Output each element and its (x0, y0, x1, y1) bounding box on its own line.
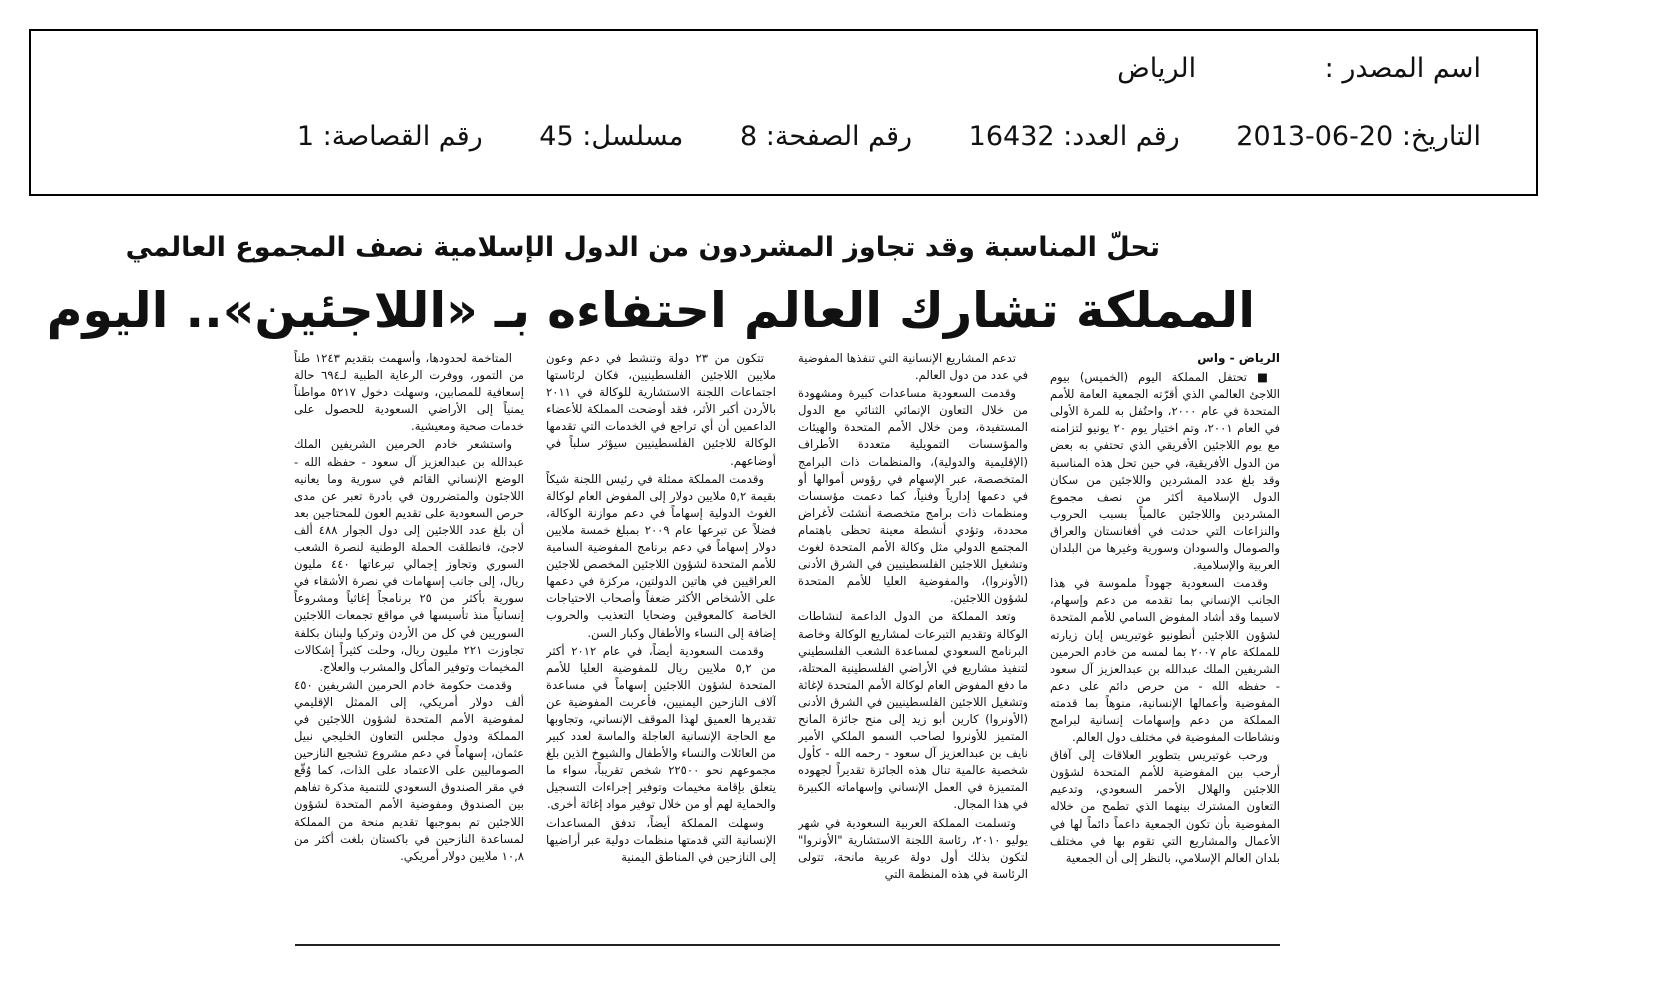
paragraph: وسهلت المملكة أيضاً، تدفق المساعدات الإنسانية التي قدمتها منظمات دولية عبر أراضيها إلى النازحين في المناطق اليمنية (546, 815, 776, 864)
serial-label: مسلسل: (582, 121, 684, 152)
article-column-3 (546, 350, 776, 930)
paragraph: وتعد المملكة من الدول الداعمة لنشاطات الوكالة وتقديم التبرعات لمشاريع الوكالة وخاصة البرنامج السعودي لمساعدة الشعب الفلسطيني لتنفيذ مشاريع في الأراضي الفلسطينية المحتلة، ما دفع المفوض العام لوكالة الأمم المتحدة لإغاثة وتشغيل اللاجئين الفلسطينيين في الشرق الأدنى (الأونروا) كارين أبو زيد إلى منح جائزة المانح المتميز للأونروا لصاحب السمو الملكي الأمير نايف بن عبدالعزيز آل سعود - رحمه الله - كأول شخصية عالمية تنال هذه الجائزة تقديراً لجهوده المتميزة في العمل الإنساني وإسهاماته الكبيرة في هذا المجال. (798, 609, 1028, 812)
issue-label: رقم العدد: (1063, 121, 1180, 152)
paragraph: وقدمت السعودية جهوداً ملموسة في هذا الجانب الإنساني بما تقدمه من دعم وإسهام، لاسيما وقد أشاد المفوض السامي للأمم المتحدة لشؤون اللاجئين أنطونيو غوتيريس إبان زيارته للمملكة عام ٢٠٠٧ بما لمسه من خادم الحرمين الشريفين الملك عبدالله بن عبدالعزيز آل سعود - حفظه الله - من حرص دائم على دعم المفوضية وأعمالها الإنسانية، منوهاً بما قدمته المملكة من دعم وإسهامات إنسانية لبرامج ونشاطات المفوضية في مختلف دول العالم. (1050, 576, 1280, 745)
paragraph: تدعم المشاريع الإنسانية التي تنفذها المفوضية في عدد من دول العالم. (798, 351, 1028, 383)
clip-label: رقم القصاصة: (322, 121, 483, 152)
article-headline: المملكة تشارك العالم احتفاءه بـ «اللاجئين».. اليوم (46, 282, 1255, 339)
clipping-bottom-rule (295, 944, 1280, 946)
date-value: 2013-06-20 (1236, 121, 1394, 152)
news-article (46, 232, 1280, 952)
serial-value: 45 (539, 121, 574, 152)
issue-value: 16432 (968, 121, 1055, 152)
paragraph: وقدمت المملكة ممثلة في رئيس اللجنة شيكاً بقيمة ٥,٢ ملايين دولار إلى المفوض العام لوكالة الغوث الدولية إسهاماً في دعم موازنة الوكالة، فضلاً عن تبرعها عام ٢٠٠٩ بمبلغ خمسة ملايين دولار إسهاماً في دعم برنامج المفوضية السامية للأمم المتحدة لشؤون اللاجئين المخصص للاجئين العراقيين في هاتين الدولتين، مركزة في دعمها على الأشخاص الأكثر ضعفاً وأصحاب الاحتياجات الخاصة كالمعوقين وضحايا التعذيب والحروب إضافة إلى النساء والأطفال وكبار السن. (546, 471, 776, 640)
article-kicker: تحلّ المناسبة وقد تجاوز المشردون من الدول الإسلامية نصف المجموع العالمي (125, 232, 1160, 263)
article-byline: الرياض - واس (1197, 351, 1280, 365)
paragraph: ■ تحتفل المملكة اليوم (الخميس) بيوم اللاجئ العالمي الذي أقرّته الجمعية العامة للأمم المتحدة في عام ٢٠٠٠، واحتُفل به للمرة الأولى في العام ٢٠٠١، وتم اختيار يوم ٢٠ يونيو لتزامنه مع يوم اللاجئين الأفريقي الذي تحتفي به بعض من الدول الأفريقية، في حين تحل هذه المناسبة وقد بلغ عدد المشردين واللاجئين من سكان الدول الإسلامية أكثر من نصف مجموع المشردين واللاجئين عالمياً بسبب الحروب والنزاعات التي حدثت في أفغانستان والعراق والصومال والسودان وسورية وغيرها من البلدان العربية والإسلامية. (1050, 370, 1280, 573)
article-column-1 (1050, 350, 1280, 930)
paragraph: وقدمت حكومة خادم الحرمين الشريفين ٤٥٠ ألف دولار أمريكي، إلى الممثل الإقليمي لمفوضية الأمم المتحدة لشؤون اللاجئين في المملكة ودول مجلس التعاون الخليجي نبيل عثمان، إسهاماً في دعم مشروع تشجيع النازحين الصوماليين على الاعتماد على الذات، كما وُقّع في مقر الصندوق السعودي للتنمية مذكرة تفاهم بين الصندوق ومفوضية الأمم المتحدة لشؤون اللاجئين تم بموجبها تقديم منحة من المملكة لمساعدة النازحين في باكستان بلغت أكثر من ١٠,٨ ملايين دولار أمريكي. (294, 677, 524, 863)
clip-value: 1 (296, 121, 315, 152)
details-line (297, 121, 1481, 152)
paragraph: المتاخمة لحدودها، وأسهمت بتقديم ١٢٤٣ طناً من التمور، ووفرت الرعاية الطبية لـ٦٩٤ حالة إسعافية للمصابين، وسهلت دخول ٥٢١٧ مواطناً يمنياً إلى الأراضي السعودية للحصول على خدمات صحية ومعيشية. (294, 351, 524, 434)
article-columns (290, 350, 1280, 930)
date-label: التاريخ: (1401, 121, 1481, 152)
source-label: اسم المصدر : (1324, 53, 1481, 84)
paragraph: واستشعر خادم الحرمين الشريفين الملك عبدالله بن عبدالعزيز آل سعود - حفظه الله - الوضع الإنساني القائم في سورية وما يعانيه اللاجئون والمتضررون في بادرة تعبر عن مدى حرص السعودية على تقديم العون للمحتاجين بعد أن بلغ عدد اللاجئين إلى دول الجوار ٤٨٨ ألف لاجئ، فانطلقت الحملة الوطنية لنصرة الشعب السوري وتجاوز إجمالي تبرعاتها ٤٤٠ مليون ريال، إلى جانب إسهامات في نصرة الأشقاء في سورية بأكثر من ٢٥ برنامجاً إغاثياً ومشروعاً إنسانياً منذ تأسيسها في مواقع تجمعات اللاجئين السوريين في كل من الأردن وتركيا ولبنان بكلفة تجاوزت ٢٢١ مليون ريال، وحلت كثيراً إشكالات المخيمات وتوفير المأكل والمشرب والعلاج. (294, 437, 524, 674)
paragraph: وقدمت السعودية أيضاً، في عام ٢٠١٢ أكثر من ٥,٢ ملايين ريال للمفوضية العليا للأمم المتحدة لشؤون اللاجئين إسهاماً في مساعدة آلاف النازحين اليمنيين، فأعربت المفوضية عن تقديرها العميق لهذا الموقف الإنساني، وتجاوبها مع الحاجة الإنسانية العاجلة والماسة لعدد كبير من العائلات والنساء والأطفال والشيوخ الذين بلغ مجموعهم نحو ٢٢٥٠٠ شخص تقريباً، سواء ما يتعلق بإقامة مخيمات وتوفير إجراءات التسجيل والحماية لهم أو من خلال توفير مواد إغاثة أخرى. (546, 643, 776, 812)
source-line (1117, 53, 1481, 84)
paragraph: وتسلمت المملكة العربية السعودية في شهر يوليو ٢٠١٠، رئاسة اللجنة الاستشارية "الأونروا" لتكون بذلك أول دولة عربية مانحة، تتولى الرئاسة في هذه المنظمة التي (798, 815, 1028, 881)
paragraph: تتكون من ٢٣ دولة وتنشط في دعم وعون ملايين اللاجئين الفلسطينيين، فكان لرئاستها اجتماعات اللجنة الاستشارية للوكالة في ٢٠١١ بالأردن أكبر الأثر، فقد أوضحت المملكة للأعضاء الداعمين أن أي تراجع في الخدمات التي تقدمها الوكالة للاجئين الفلسطينيين سيؤثر سلباً في أوضاعهم. (546, 351, 776, 468)
paragraph: وقدمت السعودية مساعدات كبيرة ومشهودة من خلال التعاون الإنمائي الثنائي مع الدول المستفيدة، ومن خلال الأمم المتحدة والهيئات والمؤسسات التمويلية متعددة الأطراف (الإقليمية والدولية)، والمنظمات ذات البرامج المتخصصة، عبر الإسهام في رؤوس أموالها أو في دعمها إدارياً وفنياً، كما دعمت مؤسسات ومنظمات ذات برامج متخصصة أنشئت لأغراض محددة، وتؤدي أنشطة معينة تحظى باهتمام المجتمع الدولي مثل وكالة الأمم المتحدة لغوث وتشغيل اللاجئين الفلسطينيين في الشرق الأدنى (الأونروا)، والمفوضية العليا للأمم المتحدة لشؤون اللاجئين. (798, 386, 1028, 606)
page-value: 8 (739, 121, 758, 152)
clipping-metadata-box (29, 29, 1538, 196)
source-value: الرياض (1117, 53, 1197, 84)
article-column-4 (294, 350, 524, 930)
paragraph: ورحب غوتيريس بتطوير العلاقات إلى آفاق أرحب بين المفوضية للأمم المتحدة لشؤون اللاجئين والهلال الأحمر السعودي، وتدعيم التعاون المشترك بينهما الذي تطمح من خلاله المفوضية بأن تكون الجمعية داعماً دائماً لها في الأعمال والمشاريع التي تقوم بها في مختلف بلدان العالم الإسلامي، بالنظر إلى أن الجمعية (1050, 748, 1280, 865)
article-column-2 (798, 350, 1028, 930)
page-label: رقم الصفحة: (765, 121, 913, 152)
